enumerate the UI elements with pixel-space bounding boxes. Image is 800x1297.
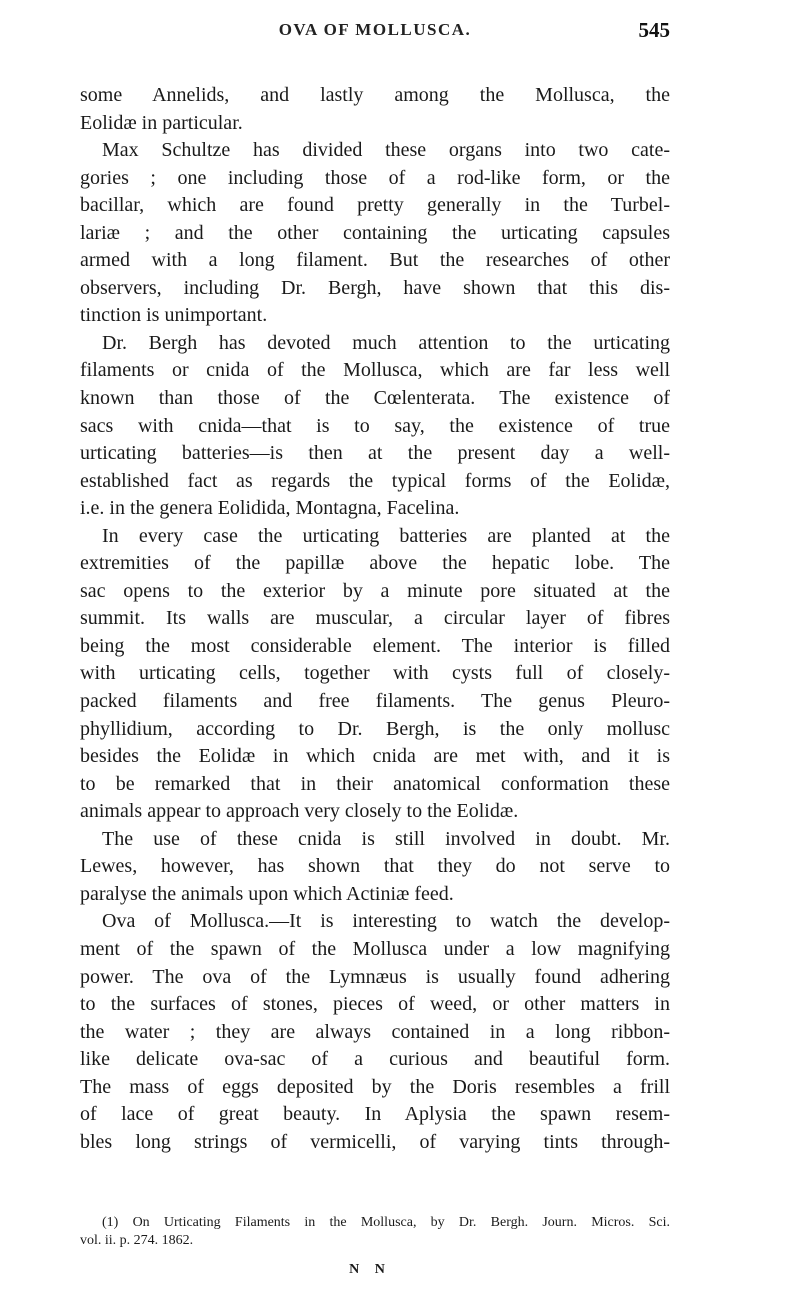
text-line: sac opens to the exterior by a minute pore situated at the <box>80 579 670 602</box>
text-line: gories ; one including those of a rod-like form, or the <box>80 166 670 189</box>
footnote-line: (1) On Urticating Filaments in the Mollusca, by Dr. Bergh. Journ. Micros. Sci. <box>102 1215 670 1230</box>
text-line: animals appear to approach very closely to the Eolidæ. <box>80 800 519 823</box>
text-line: i.e. in the genera Eolidida, Montagna, Facelina. <box>80 497 460 520</box>
text-line: paralyse the animals upon which Actiniæ feed. <box>80 882 454 905</box>
text-line: phyllidium, according to Dr. Bergh, is the only mollusc <box>80 717 670 740</box>
text-line: bles long strings of vermicelli, of varying tints through- <box>80 1130 670 1153</box>
text-line: The mass of eggs deposited by the Doris resembles a frill <box>80 1075 670 1098</box>
text-line: with urticating cells, together with cysts full of closely- <box>80 662 670 685</box>
text-line: summit. Its walls are muscular, a circular layer of fibres <box>80 607 670 630</box>
text-line: Max Schultze has divided these organs into two cate- <box>102 139 670 162</box>
page-header <box>80 18 670 52</box>
text-line: extremities of the papillæ above the hepatic lobe. The <box>80 552 670 575</box>
text-line: urticating batteries—is then at the present day a well- <box>80 442 670 465</box>
text-line: Ova of Mollusca.—It is interesting to watch the develop- <box>102 910 670 933</box>
text-line: some Annelids, and lastly among the Mollusca, the <box>80 84 670 106</box>
text-line: bacillar, which are found pretty generally in the Turbel- <box>80 194 670 217</box>
text-line: being the most considerable element. The interior is filled <box>80 634 670 657</box>
text-line: power. The ova of the Lymnæus is usually found adhering <box>80 965 670 988</box>
text-line: to be remarked that in their anatomical conformation these <box>80 772 670 795</box>
footnote-line: vol. ii. p. 274. 1862. <box>80 1233 194 1248</box>
text-line: Lewes, however, has shown that they do not serve to <box>80 855 670 878</box>
text-line: to the surfaces of stones, pieces of weed, or other matters in <box>80 993 670 1016</box>
body-text <box>80 82 670 1156</box>
text-line: besides the Eolidæ in which cnida are met with, and it is <box>80 745 670 768</box>
text-line: like delicate ova-sac of a curious and beautiful form. <box>80 1048 670 1071</box>
text-line: observers, including Dr. Bergh, have shown that this dis- <box>80 276 670 299</box>
text-line: Dr. Bergh has devoted much attention to the urticating <box>102 331 670 354</box>
signature-mark: N N <box>349 1262 391 1277</box>
text-line: of lace of great beauty. In Aplysia the spawn resem- <box>80 1103 670 1126</box>
text-line: the water ; they are always contained in a long ribbon- <box>80 1020 670 1043</box>
footnote <box>80 1214 670 1250</box>
text-line: The use of these cnida is still involved in doubt. Mr. <box>102 827 670 850</box>
text-line: established fact as regards the typical forms of the Eolidæ, <box>80 469 670 492</box>
text-line: filaments or cnida of the Mollusca, which are far less well <box>80 359 670 382</box>
text-line: Eolidæ in particular. <box>80 111 243 134</box>
text-line: ment of the spawn of the Mollusca under a low magnifying <box>80 937 670 960</box>
text-line: known than those of the Cœlenterata. The existence of <box>80 387 670 410</box>
running-title: OVA OF MOLLUSCA. <box>278 20 472 39</box>
text-line: armed with a long filament. But the researches of other <box>80 249 670 272</box>
text-line: packed filaments and free filaments. The genus Pleuro- <box>80 690 670 713</box>
page-number: 545 <box>638 18 670 42</box>
text-line: lariæ ; and the other containing the urticating capsules <box>80 221 670 244</box>
text-line: sacs with cnida—that is to say, the existence of true <box>80 414 670 437</box>
text-line: In every case the urticating batteries are planted at the <box>102 524 670 547</box>
text-line: tinction is unimportant. <box>80 304 268 327</box>
